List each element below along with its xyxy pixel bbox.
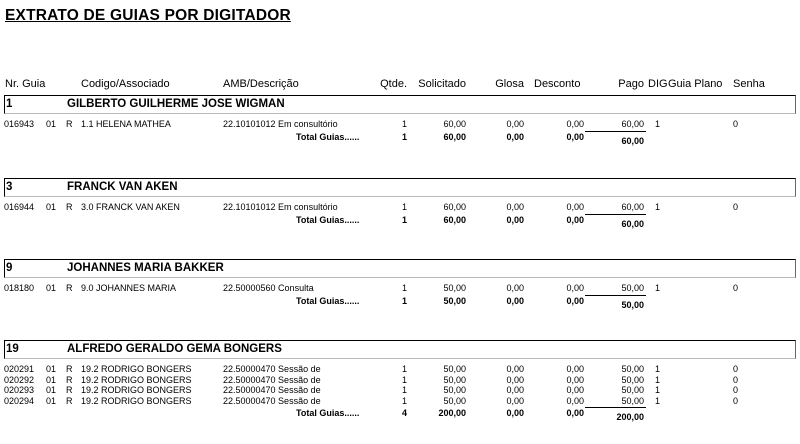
total-desconto: 0,00 [566,214,584,225]
digitador-section [0,95,800,157]
cell-pago: 60,00 [621,119,644,129]
cell-solicitado: 60,00 [443,202,466,212]
cell-glosa: 0,00 [506,283,524,293]
cell-code: 01 [46,283,57,293]
total-label: Total Guias...... [296,214,360,225]
total-desconto: 0,00 [566,131,584,142]
col-header-nr-guia: Nr. Guia [5,78,46,90]
cell-pago: 50,00 [621,385,644,395]
cell-desconto: 0,00 [566,283,584,293]
cell-dig: 1 [655,385,661,395]
cell-pago: 50,00 [621,374,644,385]
cell-type: R [66,374,73,385]
cell-desconto: 0,00 [566,202,584,212]
total-desconto: 0,00 [566,408,584,418]
total-label: Total Guias...... [296,295,360,306]
total-pago: 50,00 [621,299,644,310]
cell-type: R [66,385,73,395]
table-row [0,119,800,132]
cell-senha: 0 [733,385,739,395]
col-header-senha: Senha [733,78,765,90]
cell-guia: 016944 [4,202,35,212]
cell-amb: 22.50000470 Sessão de [223,364,321,374]
cell-dig: 1 [655,283,661,293]
total-solicitado: 60,00 [443,131,466,142]
digitador-number: 1 [6,98,13,110]
total-row [0,215,800,229]
col-header-dig: DIG [648,78,668,90]
cell-code: 01 [46,202,57,212]
cell-guia: 018180 [4,283,35,293]
cell-code: 01 [46,395,57,406]
cell-amb: 22.50000470 Sessão de [223,395,321,406]
cell-qtde: 1 [401,395,407,406]
cell-glosa: 0,00 [506,202,524,212]
cell-amb: 22.10101012 Em consultório [223,119,338,129]
cell-associado: 1.1 HELENA MATHEA [81,119,171,129]
cell-associado: 19.2 RODRIGO BONGERS [81,364,192,374]
cell-solicitado: 50,00 [443,364,466,374]
cell-code: 01 [46,374,57,385]
digitador-section [0,178,800,240]
digitador-header-bar [4,259,796,278]
cell-associado: 19.2 RODRIGO BONGERS [81,385,192,395]
col-header-qtde: Qtde. [380,78,407,90]
cell-glosa: 0,00 [506,364,524,374]
cell-dig: 1 [655,119,661,129]
total-label: Total Guias...... [296,131,360,142]
cell-desconto: 0,00 [566,385,584,395]
digitador-section [0,259,800,321]
cell-glosa: 0,00 [506,385,524,395]
cell-qtde: 1 [401,374,407,385]
cell-solicitado: 60,00 [443,119,466,129]
cell-type: R [66,283,73,293]
cell-associado: 3.0 FRANCK VAN AKEN [81,202,180,212]
total-qtde: 4 [401,408,407,418]
cell-qtde: 1 [401,364,407,374]
total-pago: 60,00 [621,135,644,146]
digitador-header-bar [4,340,796,359]
col-header-desconto: Desconto [534,78,581,90]
cell-amb: 22.10101012 Em consultório [223,202,338,212]
cell-dig: 1 [655,395,661,406]
cell-guia: 016943 [4,119,35,129]
cell-associado: 19.2 RODRIGO BONGERS [81,374,192,385]
cell-pago: 50,00 [621,395,644,406]
total-qtde: 1 [401,131,407,142]
total-row [0,132,800,146]
digitador-number: 9 [6,262,13,274]
total-label: Total Guias...... [296,408,360,418]
cell-senha: 0 [733,364,739,374]
cell-amb: 22.50000560 Consulta [223,283,314,293]
digitador-name: JOHANNES MARIA BAKKER [67,262,224,274]
total-solicitado: 50,00 [443,295,466,306]
total-solicitado: 60,00 [443,214,466,225]
cell-senha: 0 [733,202,739,212]
report-title: EXTRATO DE GUIAS POR DIGITADOR [5,7,291,24]
cell-code: 01 [46,119,57,129]
cell-glosa: 0,00 [506,119,524,129]
digitador-section [0,340,800,422]
cell-guia: 020294 [4,395,35,406]
total-pago: 200,00 [616,412,644,422]
cell-amb: 22.50000470 Sessão de [223,374,321,385]
table-row [0,202,800,215]
cell-solicitado: 50,00 [443,283,466,293]
cell-type: R [66,395,73,406]
cell-senha: 0 [733,119,739,129]
cell-solicitado: 50,00 [443,385,466,395]
cell-pago: 50,00 [621,283,644,293]
cell-type: R [66,364,73,374]
digitador-header-bar [4,178,796,197]
col-header-solicitado: Solicitado [418,78,466,90]
total-glosa: 0,00 [506,295,524,306]
cell-qtde: 1 [401,202,407,212]
cell-guia: 020291 [4,364,35,374]
col-header-codigo: Codigo/Associado [81,78,170,90]
col-header-glosa: Glosa [495,78,524,90]
digitador-header-bar [4,95,796,114]
cell-desconto: 0,00 [566,374,584,385]
total-glosa: 0,00 [506,408,524,418]
cell-code: 01 [46,385,57,395]
cell-associado: 9.0 JOHANNES MARIA [81,283,177,293]
cell-senha: 0 [733,374,739,385]
cell-pago: 50,00 [621,364,644,374]
cell-type: R [66,119,73,129]
cell-desconto: 0,00 [566,364,584,374]
col-header-pago: Pago [618,78,644,90]
digitador-number: 19 [6,343,19,355]
digitador-name: GILBERTO GUILHERME JOSE WIGMAN [67,98,285,110]
cell-code: 01 [46,364,57,374]
total-glosa: 0,00 [506,131,524,142]
cell-type: R [66,202,73,212]
digitador-name: ALFREDO GERALDO GEMA BONGERS [67,343,282,355]
cell-glosa: 0,00 [506,374,524,385]
cell-senha: 0 [733,395,739,406]
total-row [0,296,800,310]
total-desconto: 0,00 [566,295,584,306]
cell-guia: 020293 [4,385,35,395]
table-row [0,283,800,296]
col-header-amb: AMB/Descrição [223,78,299,90]
total-row [0,408,800,422]
cell-associado: 19.2 RODRIGO BONGERS [81,395,192,406]
cell-dig: 1 [655,202,661,212]
digitador-name: FRANCK VAN AKEN [67,181,178,193]
total-pago: 60,00 [621,218,644,229]
digitador-number: 3 [6,181,13,193]
cell-qtde: 1 [401,283,407,293]
cell-dig: 1 [655,364,661,374]
cell-desconto: 0,00 [566,395,584,406]
total-qtde: 1 [401,214,407,225]
cell-dig: 1 [655,374,661,385]
cell-solicitado: 50,00 [443,374,466,385]
col-header-guia-plano: Guia Plano [668,78,723,90]
table-row [0,396,800,409]
cell-senha: 0 [733,283,739,293]
cell-solicitado: 50,00 [443,395,466,406]
cell-desconto: 0,00 [566,119,584,129]
cell-qtde: 1 [401,385,407,395]
cell-glosa: 0,00 [506,395,524,406]
cell-amb: 22.50000470 Sessão de [223,385,321,395]
cell-guia: 020292 [4,374,35,385]
total-solicitado: 200,00 [438,408,466,418]
total-glosa: 0,00 [506,214,524,225]
cell-qtde: 1 [401,119,407,129]
cell-pago: 60,00 [621,202,644,212]
total-qtde: 1 [401,295,407,306]
